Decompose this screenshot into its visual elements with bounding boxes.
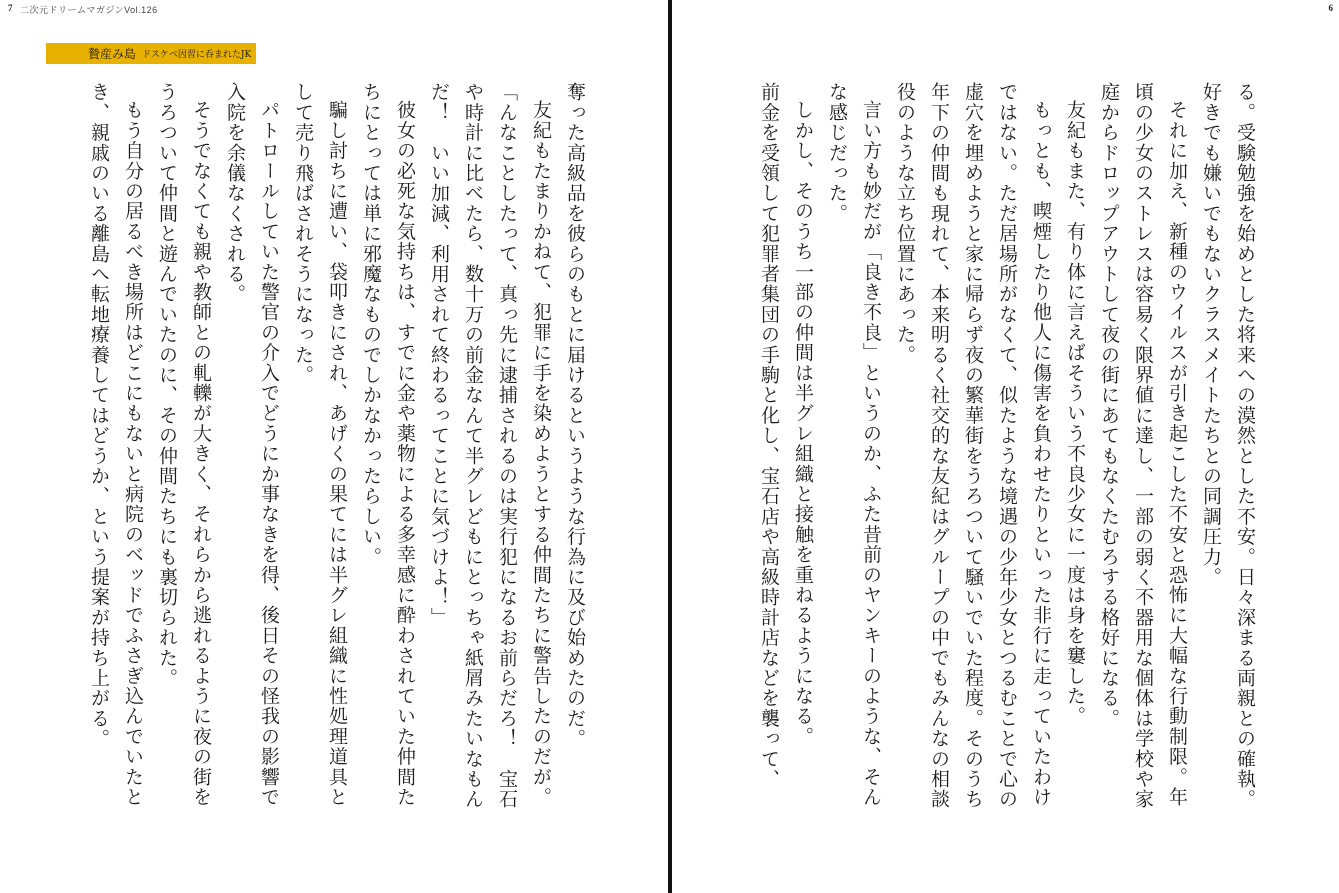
text-line: ではない。ただ居場所がなくて、似たような境遇の少年少女とつるむことで心の [996, 82, 1018, 810]
text-line: 年下の仲間も現れて、本来明るく社交的な友紀はグループの中でもみんなの相談 [928, 82, 950, 810]
text-line: き、親戚のいる離島へ転地療養してはどうか、という提案が持ち上がる。 [88, 82, 110, 749]
page-number-left: 7 [8, 3, 13, 13]
text-line: 前金を受領して犯罪者集団の手駒と化し、宝石店や高級時計店などを襲って、 [758, 82, 780, 789]
magazine-title: 二次元ドリームマガジンVol.126 [20, 5, 158, 15]
text-line: 友紀もたまりかねて、犯罪に手を染めようとする仲間たちに警告したのだが。 [530, 100, 552, 807]
text-line: 「んなことしたって、真っ先に逮捕されるのは実行犯になるお前らだろ！ 宝石 [496, 82, 518, 810]
text-line: それに加え、新種のウイルスが引き起こした不安と恐怖に大幅な行動制限。年 [1166, 100, 1188, 807]
text-line: 騙し討ちに遭い、袋叩きにされ、あげくの果てには半グレ組織に性処理道具と [326, 100, 348, 807]
text-line: 好きでも嫌いでもないクラスメイトたちとの同調圧力。 [1200, 82, 1222, 587]
story-subtitle: ドスケベ因習に呑まれたJK [142, 50, 252, 60]
text-line: る。受験勉強を始めとした将来への漠然とした不安。日々深まる両親との確執。 [1234, 82, 1256, 810]
text-line: うろついて仲間と遊んでいたのに、その仲間たちにも裏切られた。 [156, 82, 178, 688]
story-author: 贄産み島 [88, 47, 137, 61]
text-line: 言い方も妙だが「良き不良」というのか、ふた昔前のヤンキーのような、そん [860, 100, 882, 807]
text-line: しかし、そのうち一部の仲間は半グレ組織と接触を重ねるようになる。 [792, 100, 814, 747]
text-line: そうでなくても親や教師との軋轢が大きく、それらから逃れるように夜の街を [190, 100, 212, 807]
text-line: だ！ いい加減、利用されて終わるってことに気づけよ！」 [428, 82, 450, 628]
left-page [0, 0, 668, 893]
text-line: 虚穴を埋めようと家に帰らず夜の繁華街をうろついて騒いでいた程度。そのうち [962, 82, 984, 810]
text-line: パトロールしていた警官の介入でどうにか事なきを得、後日その怪我の影響で [258, 100, 280, 807]
page-number-right: 6 [1328, 3, 1333, 13]
text-line: 入院を余儀なくされる。 [224, 82, 246, 305]
text-line: 庭からドロップアウトして夜の街にあてもなくたむろする格好になる。 [1098, 82, 1120, 729]
text-line: や時計に比べたら、数十万の前金なんて半グレどもにとっちゃ紙屑みたいなもん [462, 82, 484, 810]
text-line: 役のような立ち位置にあった。 [894, 82, 916, 365]
text-line: 奪った高級品を彼らのもとに届けるというような行為に及び始めたのだ。 [564, 82, 586, 749]
text-line: 彼女の必死な気持ちは、すでに金や薬物による多幸感に酔わされていた仲間た [394, 100, 416, 807]
text-line: もう自分の居るべき場所はどこにもないと病院のベッドでふさぎ込んでいたと [122, 100, 144, 807]
text-line: して売り飛ばされそうになった。 [292, 82, 314, 385]
text-line: ちにとっては単に邪魔なものでしかなかったらしい。 [360, 82, 382, 567]
text-line: な感じだった。 [826, 82, 848, 224]
text-line: もっとも、喫煙したり他人に傷害を負わせたりといった非行に走っていたわけ [1030, 100, 1052, 807]
right-page [672, 0, 1339, 893]
text-line: 頃の少女のストレスは容易く限界値に達し、一部の弱く不器用な個体は学校や家 [1132, 82, 1154, 810]
text-line: 友紀もまた、有り体に言えばそういう不良少女に一度は身を窶した。 [1064, 100, 1086, 727]
story-tag [46, 43, 256, 64]
